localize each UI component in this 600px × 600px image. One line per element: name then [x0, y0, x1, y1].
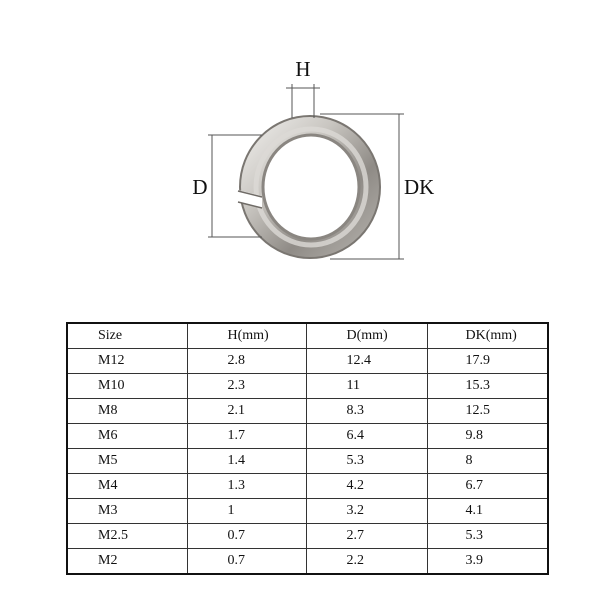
h-dimension [286, 57, 320, 118]
dk-cell: 8 [427, 449, 548, 474]
size-spec-table [66, 322, 549, 575]
table-row [67, 399, 548, 424]
table-row [67, 424, 548, 449]
d-cell: 3.2 [306, 499, 427, 524]
d-cell: 2.7 [306, 524, 427, 549]
table-row [67, 449, 548, 474]
table-row [67, 474, 548, 499]
h-cell: 2.1 [187, 399, 306, 424]
h-cell: 2.3 [187, 374, 306, 399]
h-cell: 1.7 [187, 424, 306, 449]
table-row [67, 499, 548, 524]
table-row [67, 524, 548, 549]
h-cell: 1.3 [187, 474, 306, 499]
size-cell: M3 [67, 499, 187, 524]
size-cell: M8 [67, 399, 187, 424]
header-h: H(mm) [187, 323, 306, 349]
size-cell: M5 [67, 449, 187, 474]
dk-label: DK [404, 175, 435, 199]
dk-cell: 4.1 [427, 499, 548, 524]
size-cell: M2.5 [67, 524, 187, 549]
h-cell: 2.8 [187, 349, 306, 374]
dk-cell: 5.3 [427, 524, 548, 549]
d-cell: 8.3 [306, 399, 427, 424]
d-cell: 5.3 [306, 449, 427, 474]
d-cell: 6.4 [306, 424, 427, 449]
table-row [67, 549, 548, 575]
size-cell: M2 [67, 549, 187, 575]
h-label: H [295, 57, 311, 81]
size-cell: M10 [67, 374, 187, 399]
h-cell: 0.7 [187, 549, 306, 575]
table-header-row [67, 323, 548, 349]
d-cell: 11 [306, 374, 427, 399]
h-cell: 1.4 [187, 449, 306, 474]
h-cell: 0.7 [187, 524, 306, 549]
d-cell: 2.2 [306, 549, 427, 575]
table-row [67, 374, 548, 399]
header-dk: DK(mm) [427, 323, 548, 349]
dk-cell: 6.7 [427, 474, 548, 499]
d-cell: 12.4 [306, 349, 427, 374]
table-row [67, 349, 548, 374]
table-body [67, 349, 548, 575]
dk-cell: 3.9 [427, 549, 548, 575]
d-label: D [192, 175, 208, 199]
dk-cell: 9.8 [427, 424, 548, 449]
size-cell: M12 [67, 349, 187, 374]
d-cell: 4.2 [306, 474, 427, 499]
size-cell: M4 [67, 474, 187, 499]
dk-cell: 15.3 [427, 374, 548, 399]
dk-cell: 12.5 [427, 399, 548, 424]
h-cell: 1 [187, 499, 306, 524]
header-size: Size [67, 323, 187, 349]
dk-cell: 17.9 [427, 349, 548, 374]
header-d: D(mm) [306, 323, 427, 349]
size-cell: M6 [67, 424, 187, 449]
